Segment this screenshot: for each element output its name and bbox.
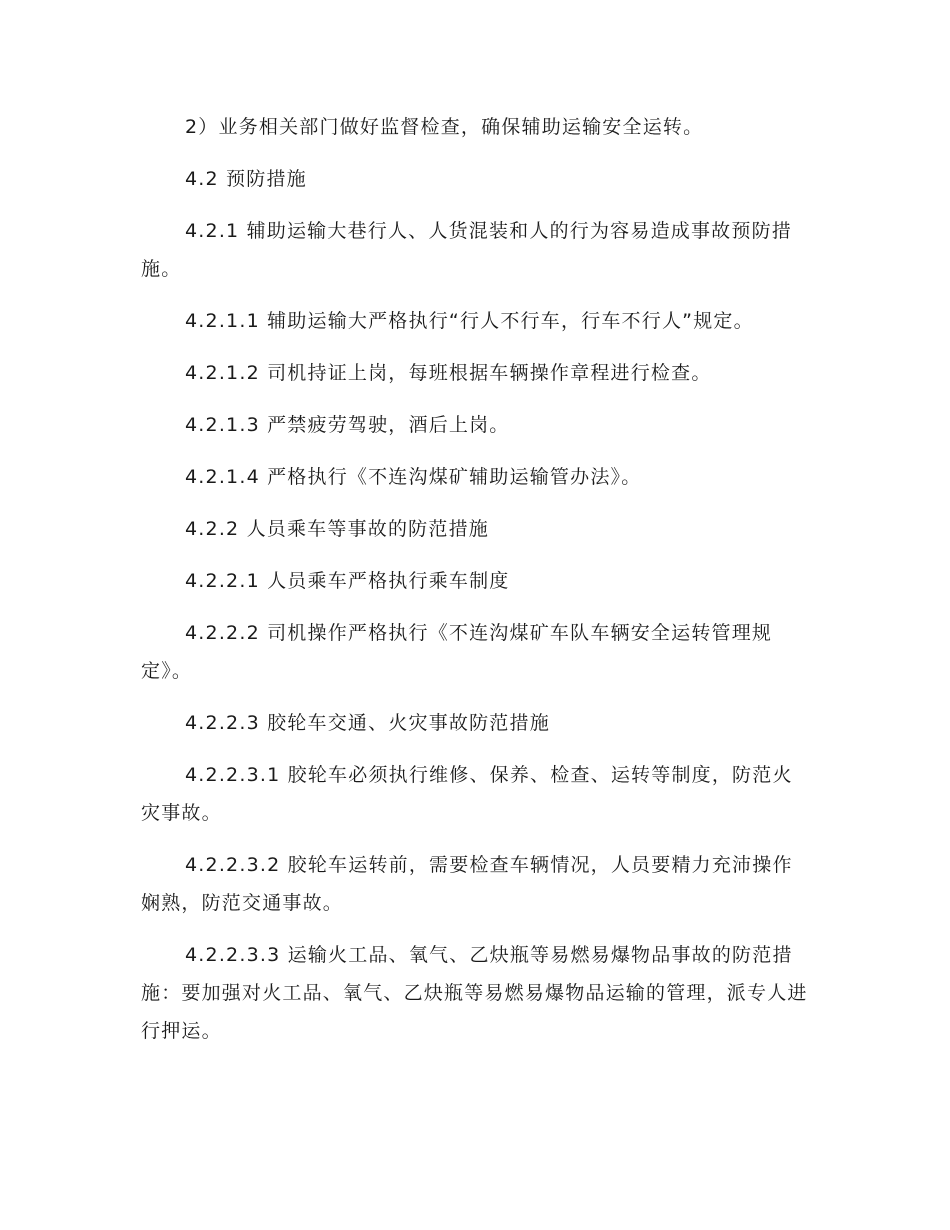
paragraph-4-2-2-2: 4.2.2.2 司机操作严格执行《不连沟煤矿车队车辆安全运转管理规定》。 — [141, 622, 773, 682]
paragraph-4-2-2-3: 4.2.2.3 胶轮车交通、火灾事故防范措施 — [185, 712, 550, 734]
section-heading-4-2-2: 4.2.2 人员乘车等事故的防范措施 — [185, 518, 489, 540]
paragraph-4-2-1-3: 4.2.1.3 严禁疲劳驾驶，酒后上岗。 — [185, 414, 510, 436]
paragraph-4-2-2-3-3: 4.2.2.3.3 运输火工品、氧气、乙炔瓶等易燃易爆物品事故的防范措施：要加强对火工品、氧气、乙炔瓶等易燃易爆物品运输的管理，派专人进行押运。 — [141, 944, 808, 1042]
paragraph-item-2: 2）业务相关部门做好监督检查，确保辅助运输安全运转。 — [185, 116, 704, 138]
section-heading-4-2-1: 4.2.1 辅助运输大巷行人、人货混装和人的行为容易造成事故预防措施。 — [141, 220, 792, 280]
paragraph-4-2-1-1: 4.2.1.1 辅助运输大严格执行“行人不行车，行车不行人”规定。 — [185, 310, 754, 332]
paragraph-4-2-2-3-1: 4.2.2.3.1 胶轮车必须执行维修、保养、检查、运转等制度，防范火灾事故。 — [141, 764, 793, 824]
document-body — [141, 108, 809, 1050]
paragraph-4-2-2-3-2: 4.2.2.3.2 胶轮车运转前，需要检查车辆情况，人员要精力充沛操作娴熟，防范交通事故。 — [141, 854, 793, 914]
paragraph-4-2-1-2: 4.2.1.2 司机持证上岗，每班根据车辆操作章程进行检查。 — [185, 362, 712, 384]
paragraph-4-2-2-1: 4.2.2.1 人员乘车严格执行乘车制度 — [185, 570, 510, 592]
paragraph-4-2-1-4: 4.2.1.4 严格执行《不连沟煤矿辅助运输管办法》。 — [185, 466, 642, 488]
section-heading-4-2: 4.2 预防措施 — [185, 168, 307, 190]
